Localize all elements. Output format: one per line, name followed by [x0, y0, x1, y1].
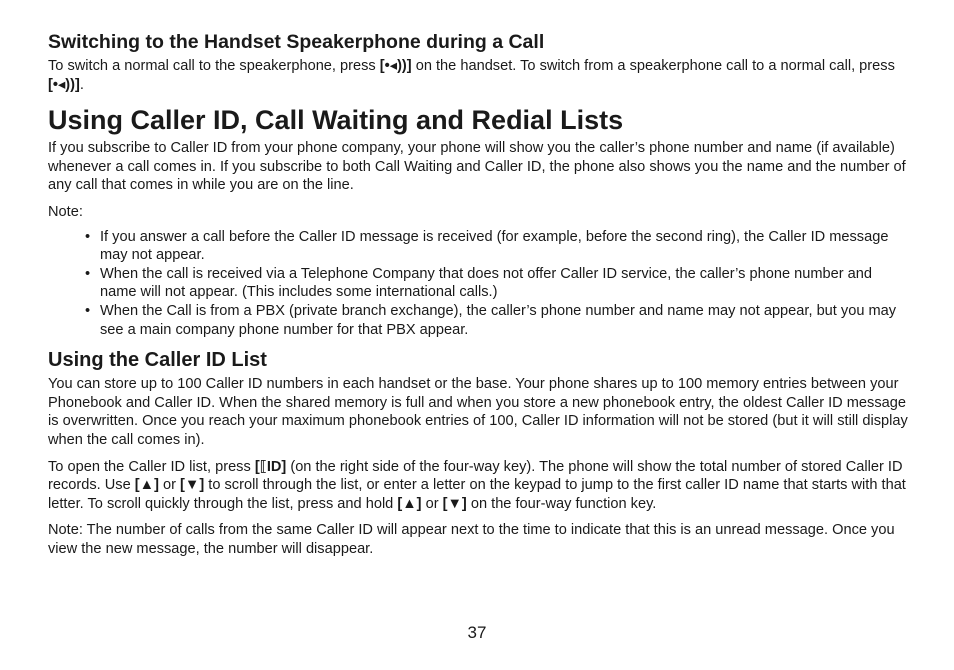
- text-segment: on the four-way function key.: [466, 495, 657, 512]
- page-number: 37: [467, 623, 487, 642]
- text-segment: To switch a normal call to the speakerphone, press: [48, 58, 380, 74]
- paragraph-open-caller-id: [48, 458, 910, 514]
- paragraph-caller-id-storage: You can store up to 100 Caller ID numbers in each handset or the base. Your phone shares up to 100 memory entries between your Phonebook and Caller ID. When the shared memory is full and when you store a new phonebook entry, the oldest Caller ID message is overwritten. Once you reach your maximum phonebook entries of 100, Caller ID information will not be stored (but it will still display when the call comes in).: [48, 376, 908, 448]
- paragraph-caller-id-intro: If you subscribe to Caller ID from your phone company, your phone will show you the caller’s phone number and name (if available) whenever a call comes in. If you subscribe to both Call Waiting and Caller ID, the phone also shows you the name and the number of any call that comes in while you are on the line.: [48, 140, 906, 194]
- text-segment: .: [79, 76, 84, 93]
- heading-caller-id-list: Using the Caller ID List: [48, 349, 267, 372]
- text-segment: or: [421, 495, 443, 512]
- paragraph-speakerphone: [48, 57, 910, 94]
- page-content: [48, 30, 910, 558]
- list-item: • When the call is received via a Telephone Company that does not offer Caller ID service, the caller’s phone number and name will not appear. (This includes some international calls.): [100, 265, 910, 302]
- list-item: • If you answer a call before the Caller ID message is received (for example, before the second ring), the Caller ID message may not appear.: [100, 228, 910, 265]
- note-label: Note:: [48, 203, 83, 220]
- caller-id-key-icon: [⟦ID]: [254, 458, 287, 475]
- text-segment: on the handset. To switch from a speakerphone call to a normal call, press: [411, 58, 895, 74]
- text-segment: To open the Caller ID list, press: [48, 458, 255, 475]
- paragraph-unread-note: Note: The number of calls from the same Caller ID will appear next to the time to indicate that this is an unread message. Once you view the new message, the number will disappear.: [48, 522, 895, 557]
- heading-speakerphone: Switching to the Handset Speakerphone during a Call: [48, 31, 545, 53]
- text-segment: to scroll through the list, or enter a letter on the keypad to jump to the first caller ID name that starts with that letter. To scroll quickly through the list, press and hold: [48, 477, 906, 512]
- text-segment: (on the right side of the four-way key). The phone will show the total number of stored Caller ID records. Use: [48, 458, 903, 494]
- speaker-key-icon: [•◂))]: [379, 58, 412, 74]
- text-segment: or: [158, 477, 181, 494]
- up-arrow-key-icon: [▲]: [134, 477, 159, 494]
- speaker-key-icon: [•◂))]: [48, 76, 80, 93]
- up-arrow-key-icon: [▲]: [397, 495, 422, 512]
- note-bullet-list: [48, 228, 910, 340]
- down-arrow-key-icon: [▼]: [442, 495, 467, 512]
- heading-caller-id-lists: Using Caller ID, Call Waiting and Redial Lists: [48, 105, 624, 136]
- list-item: • When the Call is from a PBX (private branch exchange), the caller’s phone number and name may not appear, but you may see a main company phone number for that PBX appear.: [100, 302, 910, 339]
- down-arrow-key-icon: [▼]: [180, 477, 205, 494]
